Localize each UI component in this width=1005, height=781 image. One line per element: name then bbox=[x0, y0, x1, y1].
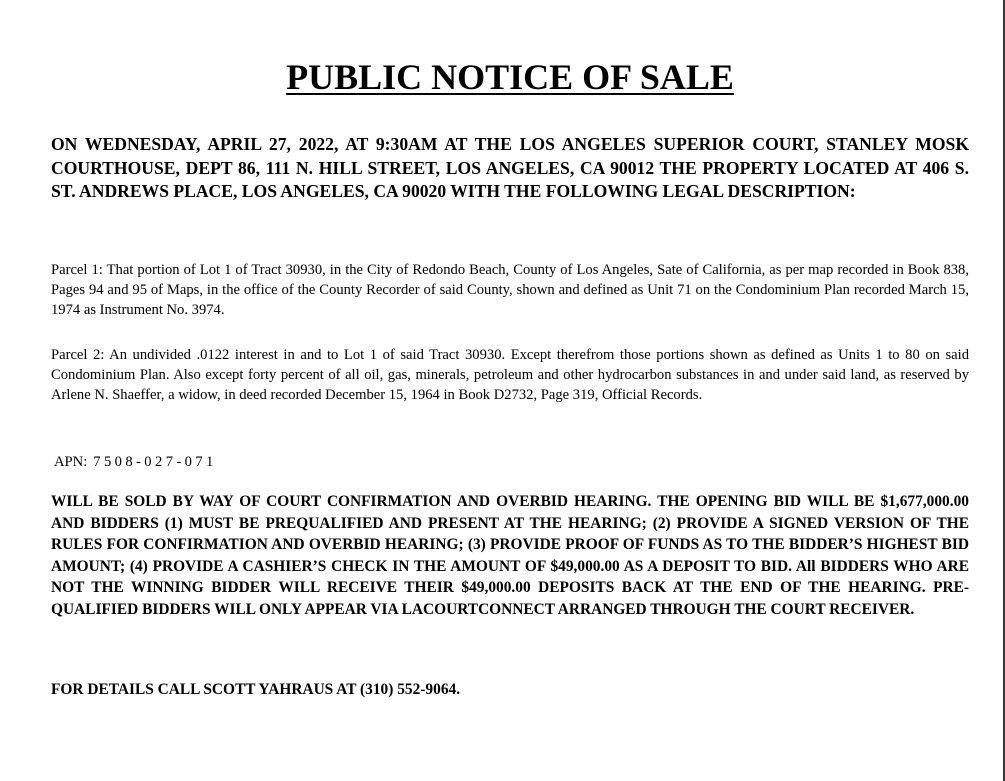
sale-announcement: ON WEDNESDAY, APRIL 27, 2022, AT 9:30AM AT THE LOS ANGELES SUPERIOR COURT, STANLEY MOSK COURTHOUSE, DEPT 86, 111 N. HILL STREET, LOS ANGELES, CA 90012 THE PROPERTY LOCATED AT 406 S. ST. ANDREWS PLACE, LOS ANGELES, CA 90020 WITH THE FOLLOWING LEGAL DESCRIPTION: bbox=[51, 134, 969, 201]
apn-label: APN: bbox=[54, 454, 88, 470]
apn-number: 7508-027-071 bbox=[93, 454, 217, 470]
parcel-1-description: Parcel 1: That portion of Lot 1 of Tract 30930, in the City of Redondo Beach, County of Los Angeles, Sate of California, as per map recorded in Book 838, Pages 94 and 95 of Maps, in the office of the County Recorder of said County, shown and defined as Unit 71 on the Condominium Plan recorded March 15, 1974 as Instrument No. 3974. bbox=[51, 262, 969, 319]
sale-terms: WILL BE SOLD BY WAY OF COURT CONFIRMATION AND OVERBID HEARING. THE OPENING BID WILL BE $1,677,000.00 AND BIDDERS (1) MUST BE PREQUALIFIED AND PRESENT AT THE HEARING; (2) PROVIDE A SIGNED VERSION OF THE RULES FOR CONFIRMATION AND OVERBID HEARING; (3) PROVIDE PROOF OF FUNDS AS TO THE BIDDER’S HIGHEST BID AMOUNT; (4) PROVIDE A CASHIER’S CHECK IN THE AMOUNT OF $49,000.00 AS A DEPOSIT TO BID. All BIDDERS WHO ARE NOT THE WINNING BIDDER WILL RECEIVE THEIR $49,000.00 DEPOSITS BACK AT THE END OF THE HEARING. PRE-QUALIFIED BIDDERS WILL ONLY APPEAR VIA LACOURTCONNECT ARRANGED THROUGH THE COURT RECEIVER. bbox=[51, 493, 969, 618]
page-title: PUBLIC NOTICE OF SALE bbox=[286, 57, 734, 97]
parcel-2-description: Parcel 2: An undivided .0122 interest in and to Lot 1 of said Tract 30930. Except therefrom those portions shown as defined as Units 1 to 80 on said Condominium Plan. Also except forty percent of all oil, gas, minerals, petroleum and other hydrocarbon substances in and under said land, as reserved by Arlene N. Shaeffer, a widow, in deed recorded December 15, 1964 in Book D2732, Page 319, Official Records. bbox=[51, 347, 969, 404]
apn-line bbox=[54, 452, 217, 472]
contact-line: FOR DETAILS CALL SCOTT YAHRAUS AT (310) 552-9064. bbox=[51, 681, 461, 698]
